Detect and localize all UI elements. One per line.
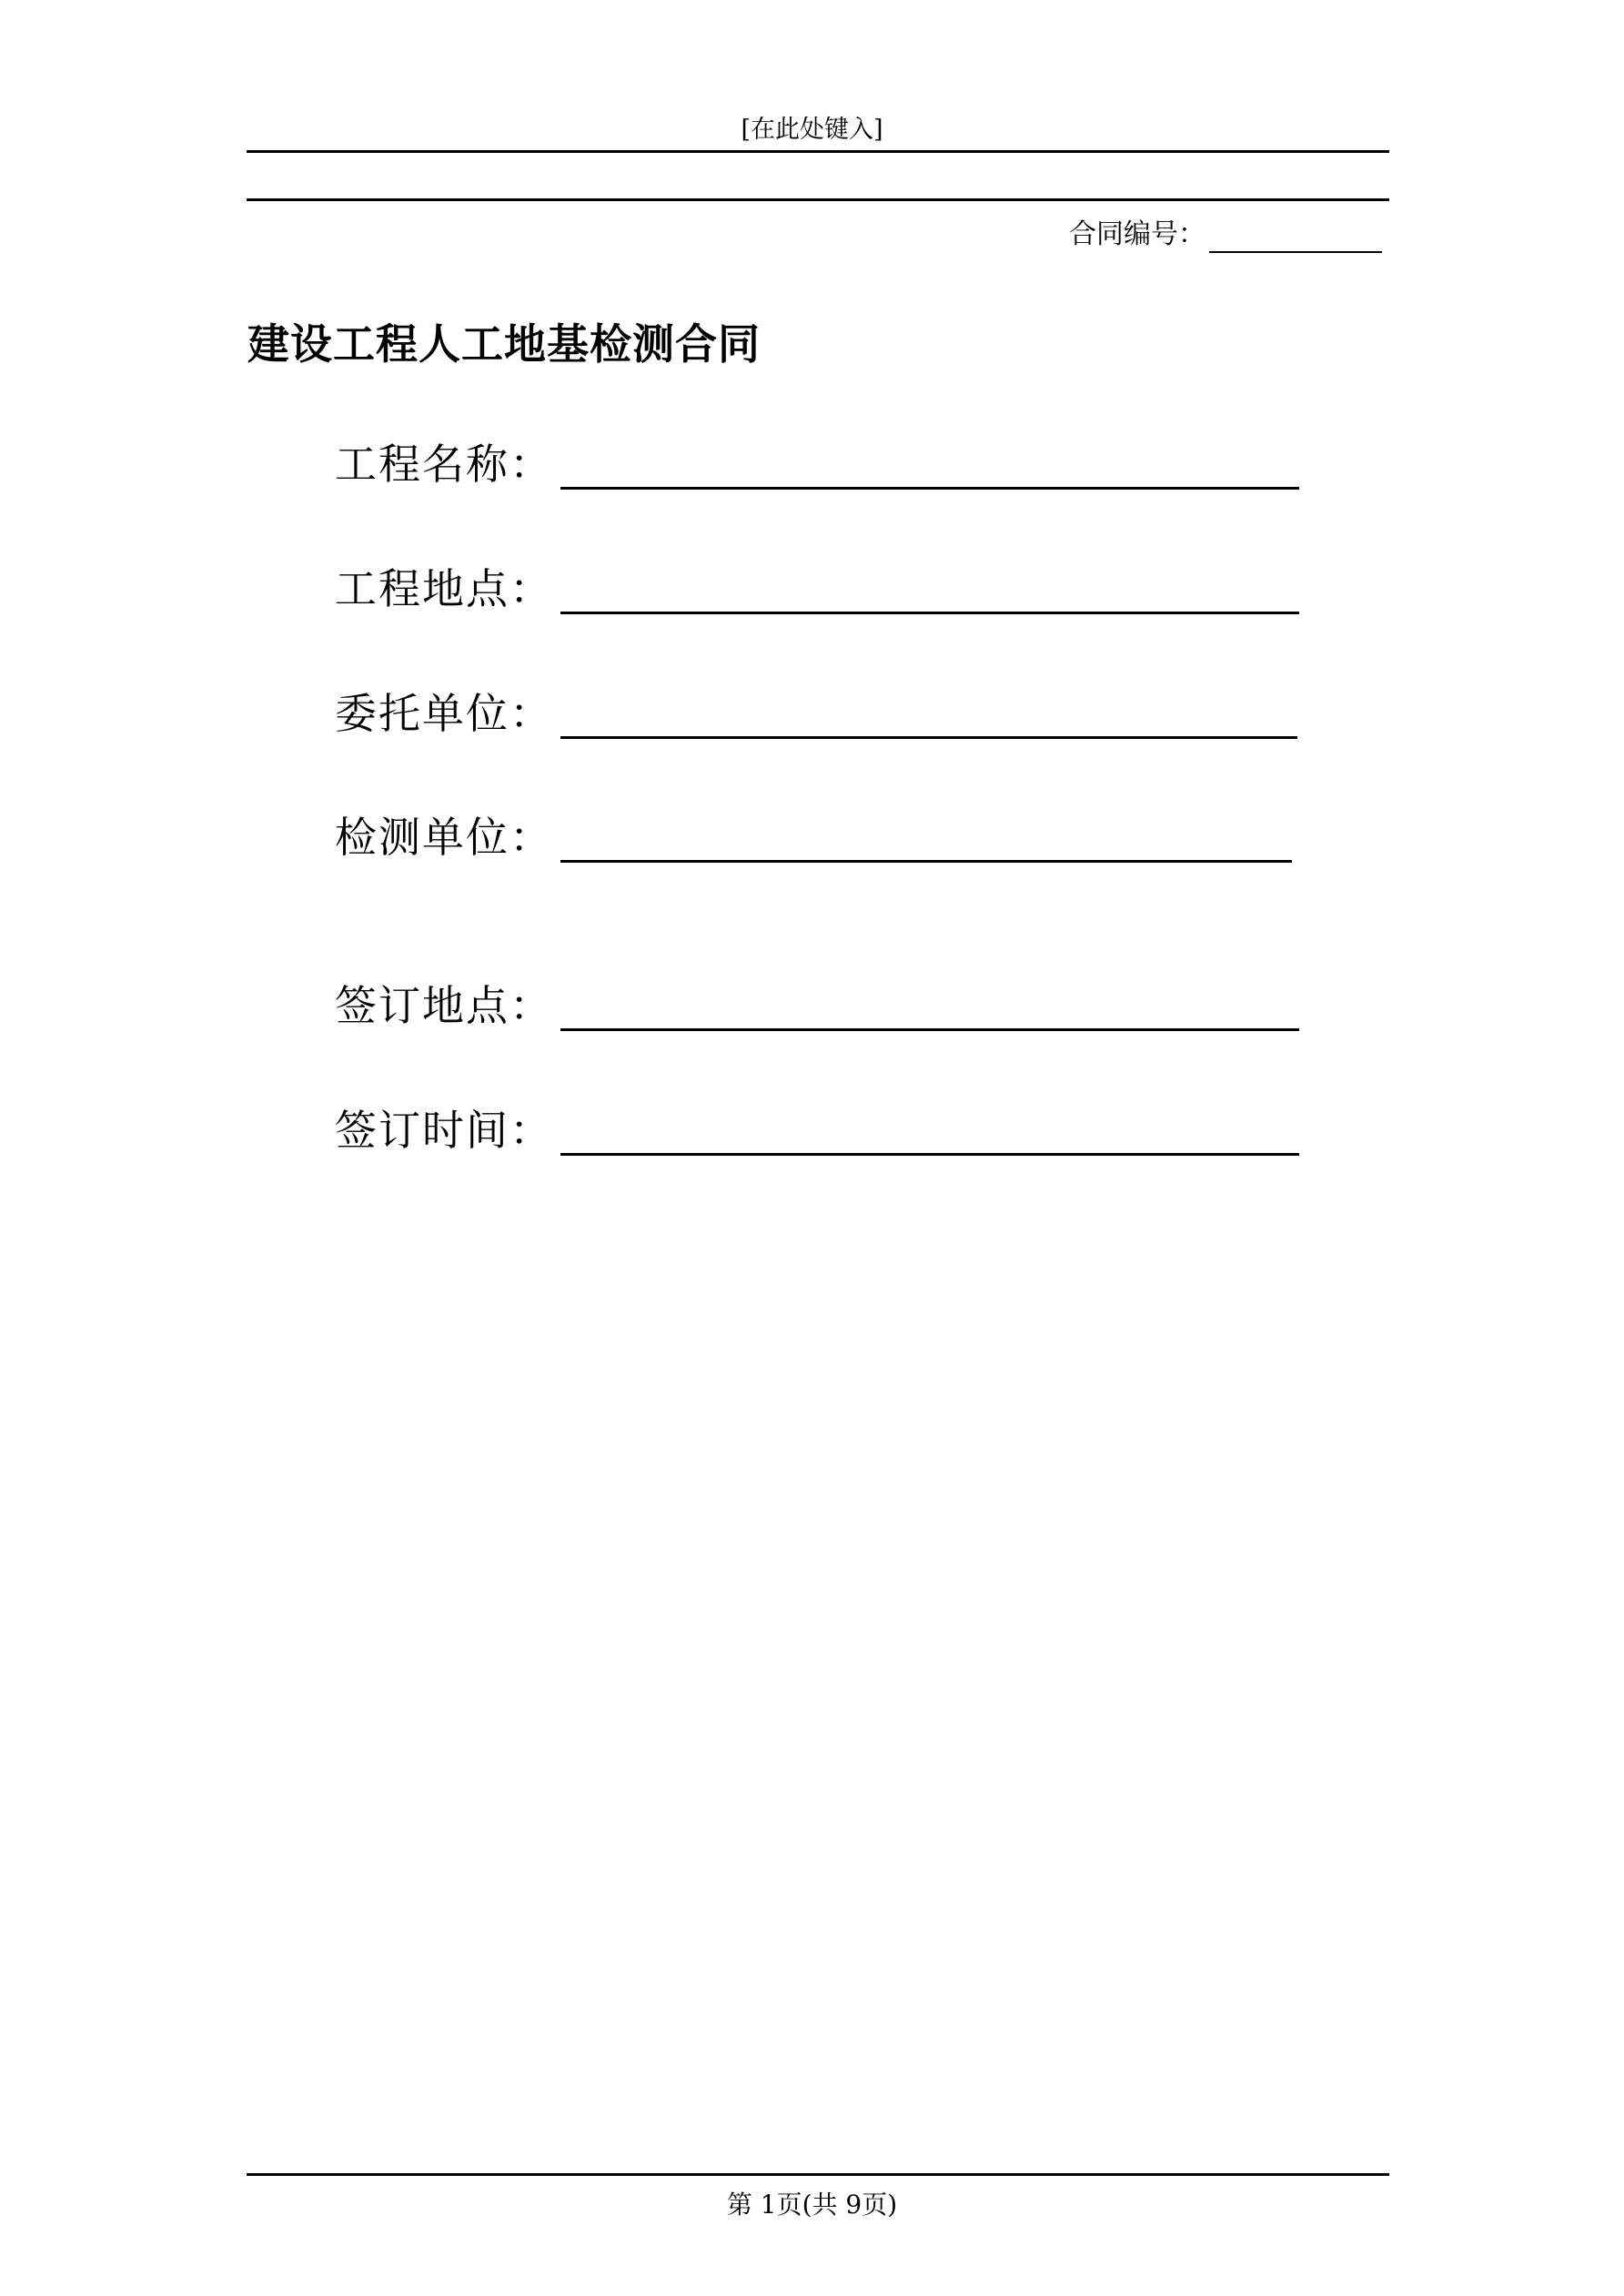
- field-project-location: [335, 561, 1299, 616]
- field-blank-line[interactable]: [560, 487, 1299, 490]
- field-blank-line[interactable]: [560, 1028, 1299, 1031]
- contract-number-blank[interactable]: [1209, 222, 1382, 253]
- page-number: 第 1页(共 9页): [726, 2190, 898, 2220]
- field-blank-line[interactable]: [560, 736, 1297, 739]
- contract-number-label: 合同编号：: [1069, 218, 1205, 250]
- contract-number-row: [1069, 217, 1382, 253]
- field-label: 检测单位：: [335, 813, 553, 862]
- field-label: 工程名称：: [335, 440, 553, 489]
- field-signing-place: [335, 978, 1299, 1033]
- document-title: 建设工程人工地基检测合同: [247, 319, 761, 369]
- header-rule-secondary: [247, 198, 1389, 201]
- field-signing-date: [335, 1103, 1299, 1158]
- field-blank-line[interactable]: [560, 1153, 1299, 1156]
- header-placeholder[interactable]: [在此处键入]: [741, 116, 883, 144]
- field-label: 签订地点：: [335, 981, 553, 1030]
- field-blank-line[interactable]: [560, 612, 1299, 614]
- field-label: 委托单位：: [335, 689, 553, 738]
- field-label: 签订时间：: [335, 1106, 553, 1155]
- field-label: 工程地点：: [335, 564, 553, 613]
- field-blank-line[interactable]: [560, 860, 1292, 863]
- field-client-unit: [335, 686, 1297, 741]
- footer-rule: [247, 2173, 1389, 2176]
- field-testing-unit: [335, 810, 1292, 865]
- field-project-name: [335, 437, 1299, 491]
- header-rule: [247, 150, 1389, 153]
